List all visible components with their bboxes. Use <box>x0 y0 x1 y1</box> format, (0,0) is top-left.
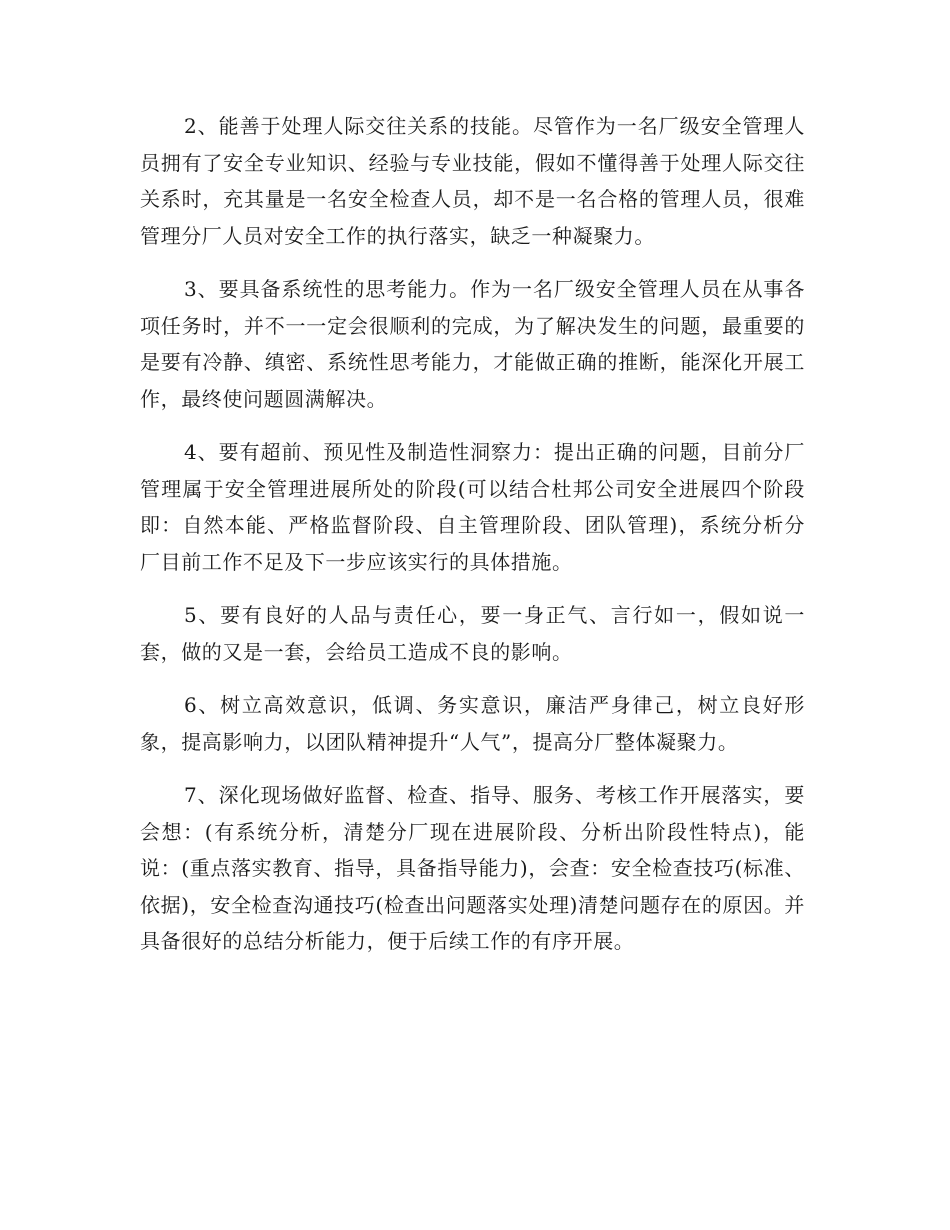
paragraph-5: 5、要有良好的人品与责任心，要一身正气、言行如一，假如说一套，做的又是一套，会给员工造成不良的影响。 <box>140 603 805 664</box>
paragraph-3: 3、要具备系统性的思考能力。作为一名厂级安全管理人员在从事各项任务时，并不一一定会很顺利的完成，为了解决发生的问题，最重要的是要有冷静、缜密、系统性思考能力，才能做正确的推断，能深化开展工作，最终使问题圆满解决。 <box>140 277 805 411</box>
document-body <box>140 108 805 977</box>
paragraph-4: 4、要有超前、预见性及制造性洞察力：提出正确的问题，目前分厂管理属于安全管理进展所处的阶段(可以结合杜邦公司安全进展四个阶段即：自然本能、严格监督阶段、自主管理阶段、团队管理)，系统分析分厂目前工作不足及下一步应该实行的具体措施。 <box>140 440 805 574</box>
paragraph-2: 2、能善于处理人际交往关系的技能。尽管作为一名厂级安全管理人员拥有了安全专业知识、经验与专业技能，假如不懂得善于处理人际交往关系时，充其量是一名安全检查人员，却不是一名合格的管理人员，很难管理分厂人员对安全工作的执行落实，缺乏一种凝聚力。 <box>140 114 805 248</box>
paragraph-7: 7、深化现场做好监督、检查、指导、服务、考核工作开展落实，要会想：(有系统分析，清楚分厂现在进展阶段、分析出阶段性特点)，能说：(重点落实教育、指导，具备指导能力)，会查：安全检查技巧(标准、依据)，安全检查沟通技巧(检查出问题落实处理)清楚问题存在的原因。并具备很好的总结分析能力，便于后续工作的有序开展。 <box>140 783 805 953</box>
paragraph-6: 6、树立高效意识，低调、务实意识，廉洁严身律己，树立良好形象，提高影响力，以团队精神提升“人气”，提高分厂整体凝聚力。 <box>140 693 805 754</box>
